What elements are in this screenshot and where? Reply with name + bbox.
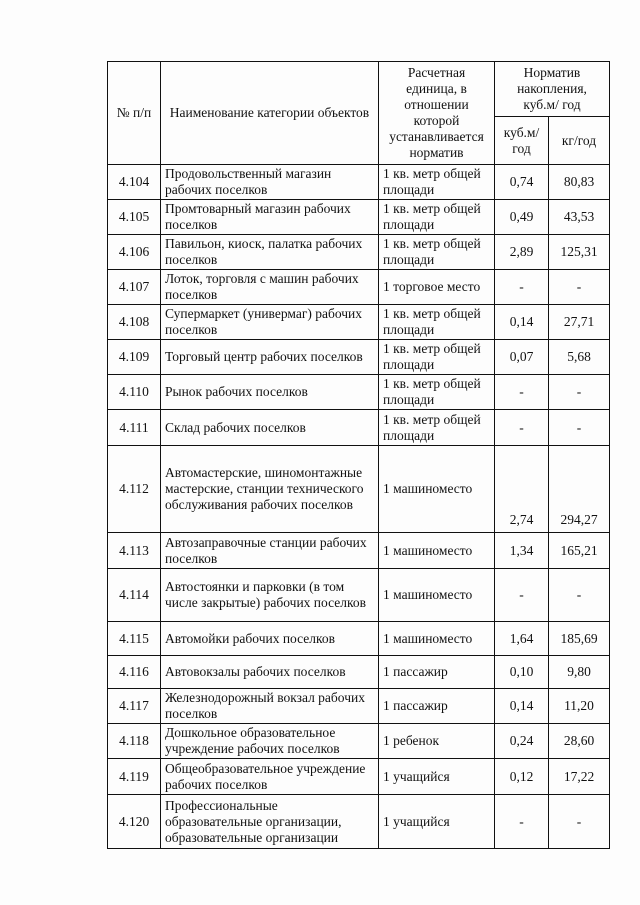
- row-calc-unit: 1 машиноместо: [379, 569, 495, 622]
- row-kg-value: -: [549, 410, 610, 446]
- row-number: 4.109: [108, 340, 161, 375]
- row-category-name: Железнодорожный вокзал рабочих поселков: [161, 689, 379, 724]
- row-category-name: Автомастерские, шиномонтажные мастерские, станции технического обслуживания рабочих поселков: [161, 446, 379, 533]
- table-row: [108, 795, 610, 849]
- table-row: [108, 340, 610, 375]
- row-kg-value: 5,68: [549, 340, 610, 375]
- row-number: 4.110: [108, 375, 161, 410]
- row-calc-unit: 1 кв. метр общей площади: [379, 410, 495, 446]
- row-m3-value: -: [495, 795, 549, 849]
- row-number: 4.119: [108, 759, 161, 795]
- header-kg-per-year: кг/год: [549, 117, 610, 165]
- row-calc-unit: 1 кв. метр общей площади: [379, 165, 495, 200]
- row-kg-value: 11,20: [549, 689, 610, 724]
- row-m3-value: 0,07: [495, 340, 549, 375]
- table-row: [108, 622, 610, 656]
- row-calc-unit: 1 ребенок: [379, 724, 495, 759]
- row-number: 4.117: [108, 689, 161, 724]
- table-row: [108, 235, 610, 270]
- row-calc-unit: 1 торговое место: [379, 270, 495, 305]
- table-row: [108, 759, 610, 795]
- row-number: 4.111: [108, 410, 161, 446]
- row-category-name: Рынок рабочих поселков: [161, 375, 379, 410]
- row-kg-value: 165,21: [549, 533, 610, 569]
- row-m3-value: -: [495, 569, 549, 622]
- row-m3-value: 0,10: [495, 656, 549, 689]
- row-category-name: Павильон, киоск, палатка рабочих поселков: [161, 235, 379, 270]
- row-number: 4.112: [108, 446, 161, 533]
- row-kg-value: 294,27: [549, 446, 610, 533]
- row-kg-value: 80,83: [549, 165, 610, 200]
- row-kg-value: -: [549, 795, 610, 849]
- row-m3-value: 2,74: [495, 446, 549, 533]
- table-row: [108, 305, 610, 340]
- row-m3-value: -: [495, 375, 549, 410]
- row-m3-value: 2,89: [495, 235, 549, 270]
- row-calc-unit: 1 кв. метр общей площади: [379, 375, 495, 410]
- row-m3-value: 0,14: [495, 305, 549, 340]
- row-category-name: Лоток, торговля с машин рабочих поселков: [161, 270, 379, 305]
- row-category-name: Автозаправочные станции рабочих поселков: [161, 533, 379, 569]
- header-norm: Норматив накопления, куб.м/ год: [495, 62, 610, 117]
- row-m3-value: 1,34: [495, 533, 549, 569]
- row-calc-unit: 1 машиноместо: [379, 446, 495, 533]
- table-row: [108, 165, 610, 200]
- row-category-name: Автовокзалы рабочих поселков: [161, 656, 379, 689]
- row-number: 4.108: [108, 305, 161, 340]
- row-calc-unit: 1 пассажир: [379, 656, 495, 689]
- table-row: [108, 200, 610, 235]
- row-m3-value: 0,12: [495, 759, 549, 795]
- row-kg-value: -: [549, 569, 610, 622]
- row-category-name: Общеобразовательное учреждение рабочих поселков: [161, 759, 379, 795]
- row-number: 4.106: [108, 235, 161, 270]
- row-category-name: Автостоянки и парковки (в том числе закрытые) рабочих поселков: [161, 569, 379, 622]
- row-kg-value: 27,71: [549, 305, 610, 340]
- header-m3-per-year: куб.м/ год: [495, 117, 549, 165]
- table-row: [108, 446, 610, 533]
- row-m3-value: -: [495, 270, 549, 305]
- row-kg-value: 9,80: [549, 656, 610, 689]
- row-m3-value: 0,14: [495, 689, 549, 724]
- row-calc-unit: 1 пассажир: [379, 689, 495, 724]
- row-number: 4.107: [108, 270, 161, 305]
- table-row: [108, 410, 610, 446]
- row-kg-value: 28,60: [549, 724, 610, 759]
- row-number: 4.115: [108, 622, 161, 656]
- row-m3-value: 0,24: [495, 724, 549, 759]
- row-calc-unit: 1 учащийся: [379, 759, 495, 795]
- row-m3-value: 0,49: [495, 200, 549, 235]
- table-row: [108, 569, 610, 622]
- row-kg-value: 125,31: [549, 235, 610, 270]
- table-row: [108, 689, 610, 724]
- table-row: [108, 724, 610, 759]
- header-category-name: Наименование категории объектов: [161, 62, 379, 165]
- row-number: 4.105: [108, 200, 161, 235]
- row-calc-unit: 1 кв. метр общей площади: [379, 235, 495, 270]
- row-number: 4.104: [108, 165, 161, 200]
- row-kg-value: 43,53: [549, 200, 610, 235]
- row-kg-value: -: [549, 375, 610, 410]
- row-number: 4.120: [108, 795, 161, 849]
- norms-table: [107, 61, 610, 849]
- row-category-name: Продовольственный магазин рабочих поселков: [161, 165, 379, 200]
- row-category-name: Супермаркет (универмаг) рабочих поселков: [161, 305, 379, 340]
- row-category-name: Промтоварный магазин рабочих поселков: [161, 200, 379, 235]
- row-calc-unit: 1 учащийся: [379, 795, 495, 849]
- row-m3-value: 0,74: [495, 165, 549, 200]
- row-kg-value: -: [549, 270, 610, 305]
- row-calc-unit: 1 машиноместо: [379, 533, 495, 569]
- header-number: № п/п: [108, 62, 161, 165]
- row-category-name: Торговый центр рабочих поселков: [161, 340, 379, 375]
- row-category-name: Профессиональные образовательные организации, образовательные организации: [161, 795, 379, 849]
- row-calc-unit: 1 кв. метр общей площади: [379, 305, 495, 340]
- row-calc-unit: 1 кв. метр общей площади: [379, 340, 495, 375]
- row-calc-unit: 1 кв. метр общей площади: [379, 200, 495, 235]
- row-kg-value: 17,22: [549, 759, 610, 795]
- row-category-name: Автомойки рабочих поселков: [161, 622, 379, 656]
- row-number: 4.113: [108, 533, 161, 569]
- row-m3-value: -: [495, 410, 549, 446]
- row-number: 4.118: [108, 724, 161, 759]
- row-number: 4.116: [108, 656, 161, 689]
- row-kg-value: 185,69: [549, 622, 610, 656]
- header-calc-unit: Расчетная единица, в отношении которой устанавливается норматив: [379, 62, 495, 165]
- table-row: [108, 533, 610, 569]
- row-category-name: Склад рабочих поселков: [161, 410, 379, 446]
- table-row: [108, 656, 610, 689]
- table-row: [108, 375, 610, 410]
- table-row: [108, 270, 610, 305]
- row-category-name: Дошкольное образовательное учреждение рабочих поселков: [161, 724, 379, 759]
- row-number: 4.114: [108, 569, 161, 622]
- row-calc-unit: 1 машиноместо: [379, 622, 495, 656]
- row-m3-value: 1,64: [495, 622, 549, 656]
